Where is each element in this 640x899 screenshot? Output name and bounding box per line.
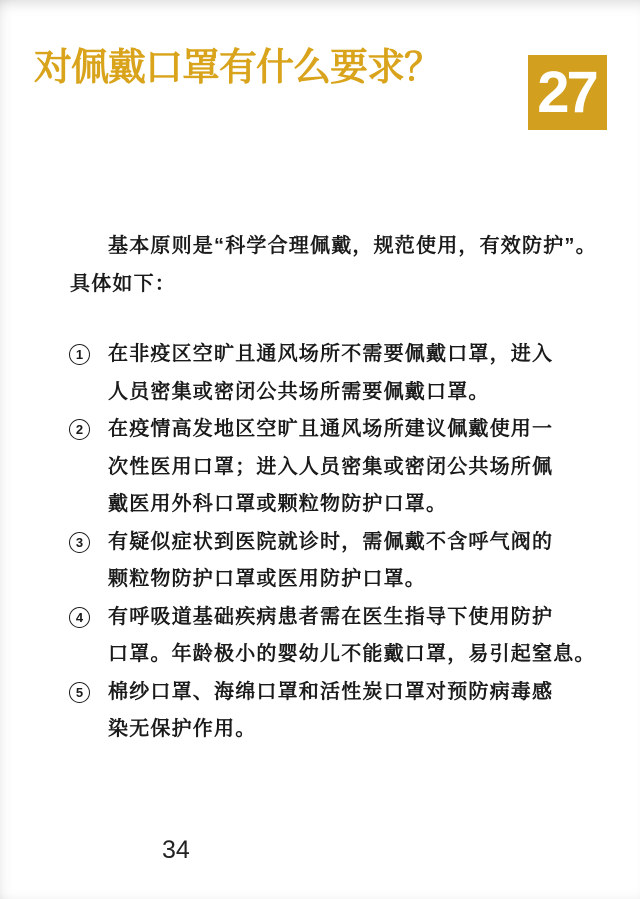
circled-number-icon [69, 682, 90, 703]
list-item [68, 674, 608, 749]
question-number-badge [528, 55, 607, 130]
item-number: 3 [75, 534, 84, 550]
question-number: 27 [537, 59, 596, 125]
circled-number-icon [69, 419, 90, 440]
item-text-line: 有疑似症状到医院就诊时，需佩戴不含呼气阀的 [108, 530, 554, 553]
list-item [68, 411, 608, 524]
page-title: 对佩戴口罩有什么要求？ [34, 47, 442, 89]
item-number: 4 [75, 609, 84, 625]
list-item [68, 524, 608, 599]
item-number: 5 [75, 684, 84, 700]
intro-line: 具体如下： [70, 273, 176, 295]
requirements-list [68, 336, 608, 749]
intro-paragraph [70, 227, 610, 303]
item-text-line: 次性医用口罩；进入人员密集或密闭公共场所佩 [108, 455, 554, 478]
intro-line: 基本原则是“科学合理佩戴，规范使用，有效防护”。 [108, 235, 597, 257]
circled-number-icon [69, 532, 90, 553]
item-number: 1 [75, 347, 84, 362]
item-text-line: 在疫情高发地区空旷且通风场所建议佩戴使用一 [108, 418, 554, 440]
list-item [68, 599, 608, 674]
page-number: 34 [162, 836, 190, 864]
item-text-line: 戴医用外科口罩或颗粒物防护口罩。 [108, 493, 448, 515]
item-text-line: 颗粒物防护口罩或医用防护口罩。 [108, 568, 426, 590]
circled-number-icon [69, 344, 90, 365]
item-number: 2 [75, 422, 84, 437]
item-text-line: 在非疫区空旷且通风场所不需要佩戴口罩，进入 [108, 343, 554, 365]
item-text-line: 人员密集或密闭公共场所需要佩戴口罩。 [108, 380, 490, 403]
item-text-line: 染无保护作用。 [108, 718, 257, 740]
item-text-line: 口罩。年龄极小的婴幼儿不能戴口罩，易引起窒息。 [108, 643, 596, 665]
item-text-line: 棉纱口罩、海绵口罩和活性炭口罩对预防病毒感 [108, 680, 554, 703]
circled-number-icon [69, 607, 90, 628]
list-item [68, 336, 608, 411]
item-text-line: 有呼吸道基础疾病患者需在医生指导下使用防护 [108, 605, 554, 628]
